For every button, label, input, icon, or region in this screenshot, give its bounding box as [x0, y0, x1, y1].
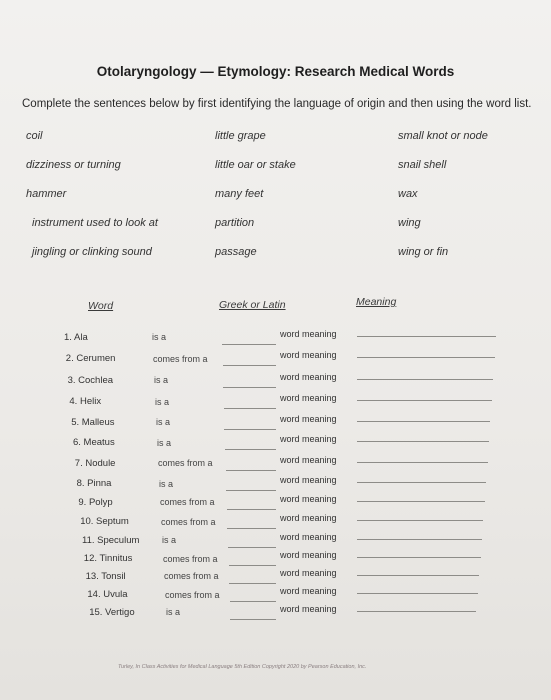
item-word: 11. Speculum [82, 535, 140, 546]
meaning-answer-blank[interactable] [357, 575, 479, 576]
word-bank-term: instrument used to look at [32, 217, 158, 229]
exercise-row [0, 513, 551, 532]
item-word: 14. Uvula [87, 589, 128, 600]
exercise-row [0, 532, 551, 551]
meaning-answer-blank[interactable] [357, 501, 485, 502]
connector-text: is a [156, 417, 171, 427]
exercise-row [0, 475, 551, 494]
connector-text: is a [154, 375, 169, 385]
item-word: 7. Nodule [74, 458, 116, 469]
word-meaning-label: word meaning [280, 532, 337, 542]
connector-text: comes from a [153, 354, 208, 364]
word-meaning-label: word meaning [280, 350, 337, 360]
origin-answer-blank[interactable] [227, 509, 276, 510]
word-bank-term: passage [215, 246, 257, 258]
word-bank-term: coil [26, 130, 43, 142]
word-bank-term: hammer [26, 188, 67, 200]
exercise-row [0, 550, 551, 569]
word-meaning-label: word meaning [280, 550, 337, 560]
item-word: 15. Vertigo [89, 607, 135, 618]
word-bank-term: little oar or stake [215, 159, 296, 171]
page-title: Otolaryngology — Etymology: Research Medical Words [96, 64, 455, 79]
exercise-row [0, 455, 551, 474]
origin-answer-blank[interactable] [223, 387, 276, 388]
connector-text: is a [152, 332, 167, 342]
word-bank-term: wing or fin [398, 246, 449, 258]
exercise-row [0, 329, 551, 348]
meaning-answer-blank[interactable] [357, 593, 478, 594]
item-word: 12. Tinnitus [83, 553, 133, 564]
item-word: 9. Polyp [78, 497, 113, 508]
meaning-answer-blank[interactable] [357, 441, 489, 442]
word-bank-term: small knot or node [398, 130, 488, 142]
meaning-answer-blank[interactable] [357, 336, 496, 337]
meaning-answer-blank[interactable] [357, 557, 481, 558]
origin-answer-blank[interactable] [226, 490, 276, 491]
exercise-row [0, 604, 551, 623]
word-meaning-label: word meaning [280, 568, 337, 578]
meaning-answer-blank[interactable] [357, 520, 483, 521]
word-meaning-label: word meaning [280, 434, 337, 444]
connector-text: comes from a [161, 517, 216, 527]
word-bank-term: wax [398, 188, 418, 200]
origin-answer-blank[interactable] [229, 565, 276, 566]
origin-answer-blank[interactable] [226, 470, 276, 471]
item-word: 2. Cerumen [65, 353, 116, 364]
item-word: 5. Malleus [71, 417, 115, 428]
exercise-row [0, 372, 551, 391]
meaning-answer-blank[interactable] [357, 421, 490, 422]
connector-text: is a [159, 479, 174, 489]
item-word: 8. Pinna [76, 478, 112, 489]
exercise-row [0, 586, 551, 605]
connector-text: comes from a [164, 571, 219, 581]
origin-answer-blank[interactable] [227, 528, 276, 529]
word-meaning-label: word meaning [280, 513, 337, 523]
word-meaning-label: word meaning [280, 393, 337, 403]
origin-answer-blank[interactable] [223, 365, 276, 366]
connector-text: comes from a [160, 497, 215, 507]
item-word: 6. Meatus [73, 437, 115, 448]
item-word: 10. Septum [80, 516, 129, 527]
header-greek-or-latin: Greek or Latin [219, 299, 286, 311]
word-bank-term: wing [398, 217, 421, 229]
connector-text: is a [155, 397, 170, 407]
meaning-answer-blank[interactable] [357, 482, 486, 483]
exercise-row [0, 434, 551, 453]
connector-text: comes from a [163, 554, 218, 564]
exercise-row [0, 393, 551, 412]
word-meaning-label: word meaning [280, 604, 337, 614]
word-meaning-label: word meaning [280, 494, 337, 504]
origin-answer-blank[interactable] [228, 547, 276, 548]
word-bank-term: dizziness or turning [26, 159, 121, 171]
exercise-row [0, 568, 551, 587]
word-bank-term: snail shell [398, 159, 447, 171]
word-meaning-label: word meaning [280, 475, 337, 485]
meaning-answer-blank[interactable] [357, 539, 482, 540]
origin-answer-blank[interactable] [225, 449, 276, 450]
header-word: Word [88, 300, 114, 312]
connector-text: comes from a [165, 590, 220, 600]
exercise-row [0, 494, 551, 513]
item-word: 4. Helix [69, 396, 102, 407]
connector-text: comes from a [158, 458, 213, 468]
meaning-answer-blank[interactable] [357, 611, 476, 612]
item-word: 13. Tonsil [85, 571, 126, 582]
item-word: 1. Ala [64, 332, 88, 343]
word-bank-term: many feet [215, 188, 264, 200]
copyright-footer: Turley, In Class Activities for Medical Language 5th Edition Copyright 2020 by Pearson Education, Inc. [118, 664, 367, 670]
item-word: 3. Cochlea [67, 375, 114, 386]
origin-answer-blank[interactable] [224, 429, 276, 430]
connector-text: is a [157, 438, 172, 448]
word-meaning-label: word meaning [280, 329, 337, 339]
exercise-row [0, 414, 551, 433]
meaning-answer-blank[interactable] [357, 400, 492, 401]
header-meaning: Meaning [356, 296, 397, 308]
connector-text: is a [166, 607, 181, 617]
origin-answer-blank[interactable] [224, 408, 276, 409]
word-meaning-label: word meaning [280, 586, 337, 596]
meaning-answer-blank[interactable] [357, 462, 488, 463]
word-bank-term: partition [215, 217, 255, 229]
origin-answer-blank[interactable] [230, 601, 276, 602]
word-meaning-label: word meaning [280, 372, 337, 382]
word-bank-term: jingling or clinking sound [32, 246, 152, 258]
word-meaning-label: word meaning [280, 414, 337, 424]
word-meaning-label: word meaning [280, 455, 337, 465]
meaning-answer-blank[interactable] [357, 357, 495, 358]
instructions: Complete the sentences below by first identifying the language of origin and then using the word list. [22, 98, 532, 110]
word-bank-term: little grape [215, 130, 266, 142]
meaning-answer-blank[interactable] [357, 379, 493, 380]
origin-answer-blank[interactable] [229, 583, 276, 584]
connector-text: is a [162, 535, 177, 545]
origin-answer-blank[interactable] [222, 344, 276, 345]
exercise-row [0, 350, 551, 369]
origin-answer-blank[interactable] [230, 619, 276, 620]
